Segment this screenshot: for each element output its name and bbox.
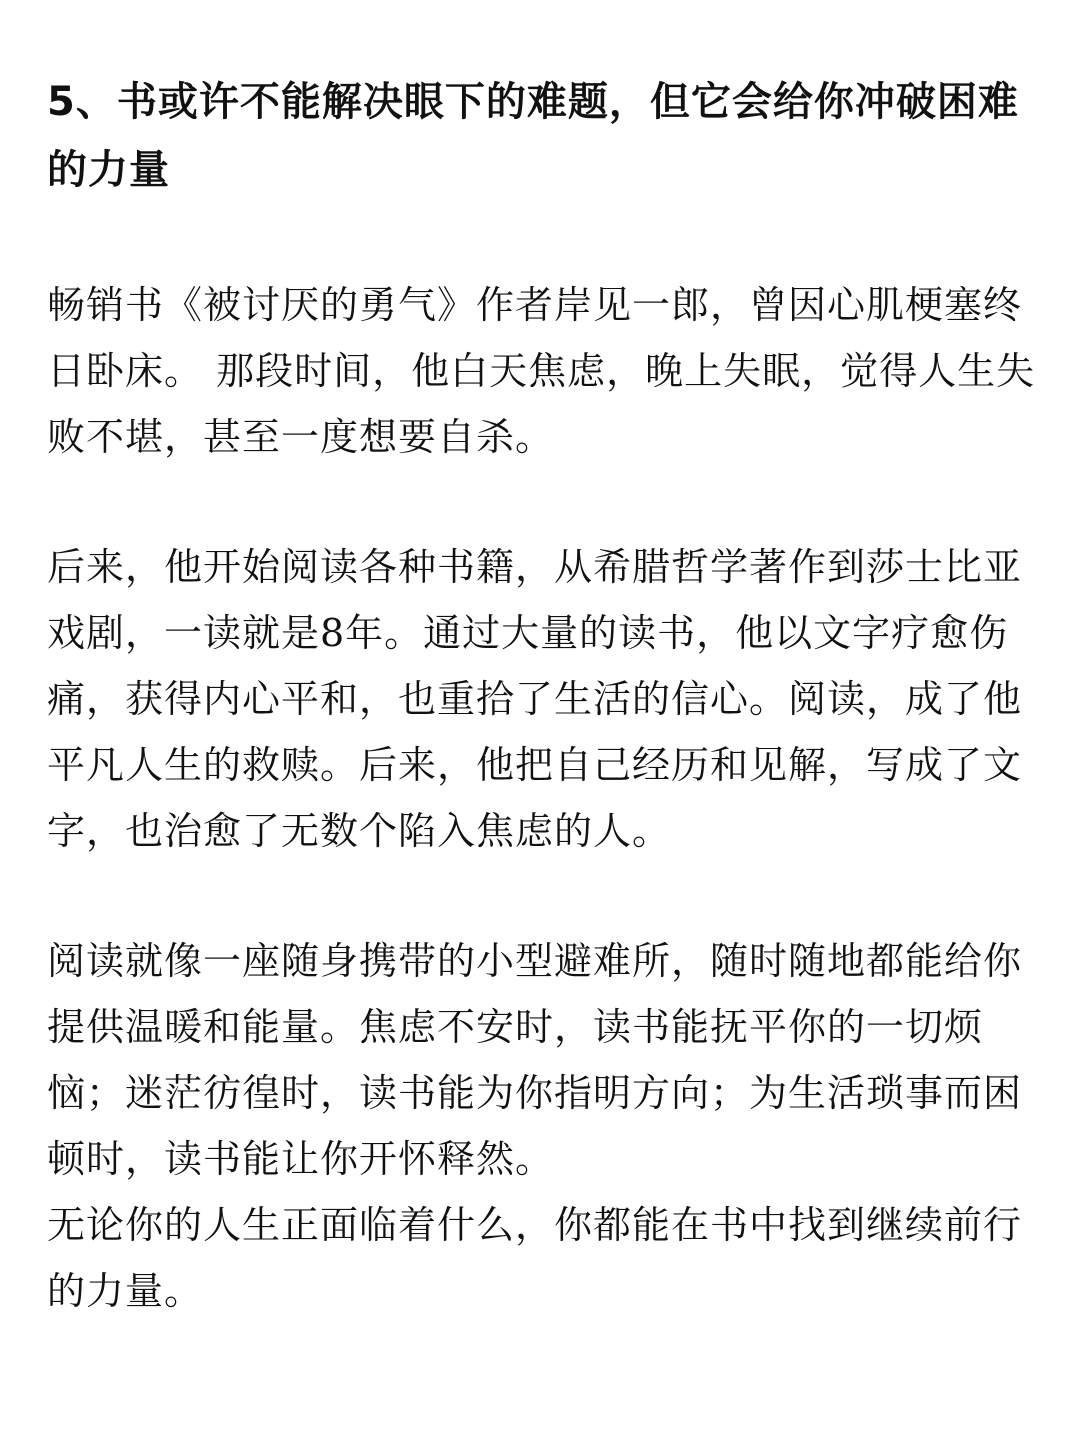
- article: [47, 68, 1037, 1324]
- paragraph-kishimi-story: 畅销书《被讨厌的勇气》作者岸见一郎，曾因心肌梗塞终日卧床。 那段时间，他白天焦虑，晚上失眠，觉得人生失败不堪，甚至一度想要自杀。: [47, 283, 1036, 459]
- section-heading: 5、书或许不能解决眼下的难题，但它会给你冲破困难的力量: [47, 79, 1019, 193]
- paragraph-reading-shelter: 阅读就像一座随身携带的小型避难所，随时随地都能给你提供温暖和能量。焦虑不安时，读书能抚平你的一切烦恼；迷茫彷徨时，读书能为你指明方向；为生活琐事而困顿时，读书能让你开怀释然。: [47, 939, 1023, 1181]
- paragraph-reading-healing: 后来，他开始阅读各种书籍，从希腊哲学著作到莎士比亚戏剧，一读就是8年。通过大量的读书，他以文字疗愈伤痛，获得内心平和，也重拾了生活的信心。阅读，成了他平凡人生的救赎。后来，他把自己经历和见解，写成了文字，也治愈了无数个陷入焦虑的人。: [47, 545, 1023, 853]
- paragraph-closing: 无论你的人生正面临着什么，你都能在书中找到继续前行的力量。: [47, 1203, 1023, 1313]
